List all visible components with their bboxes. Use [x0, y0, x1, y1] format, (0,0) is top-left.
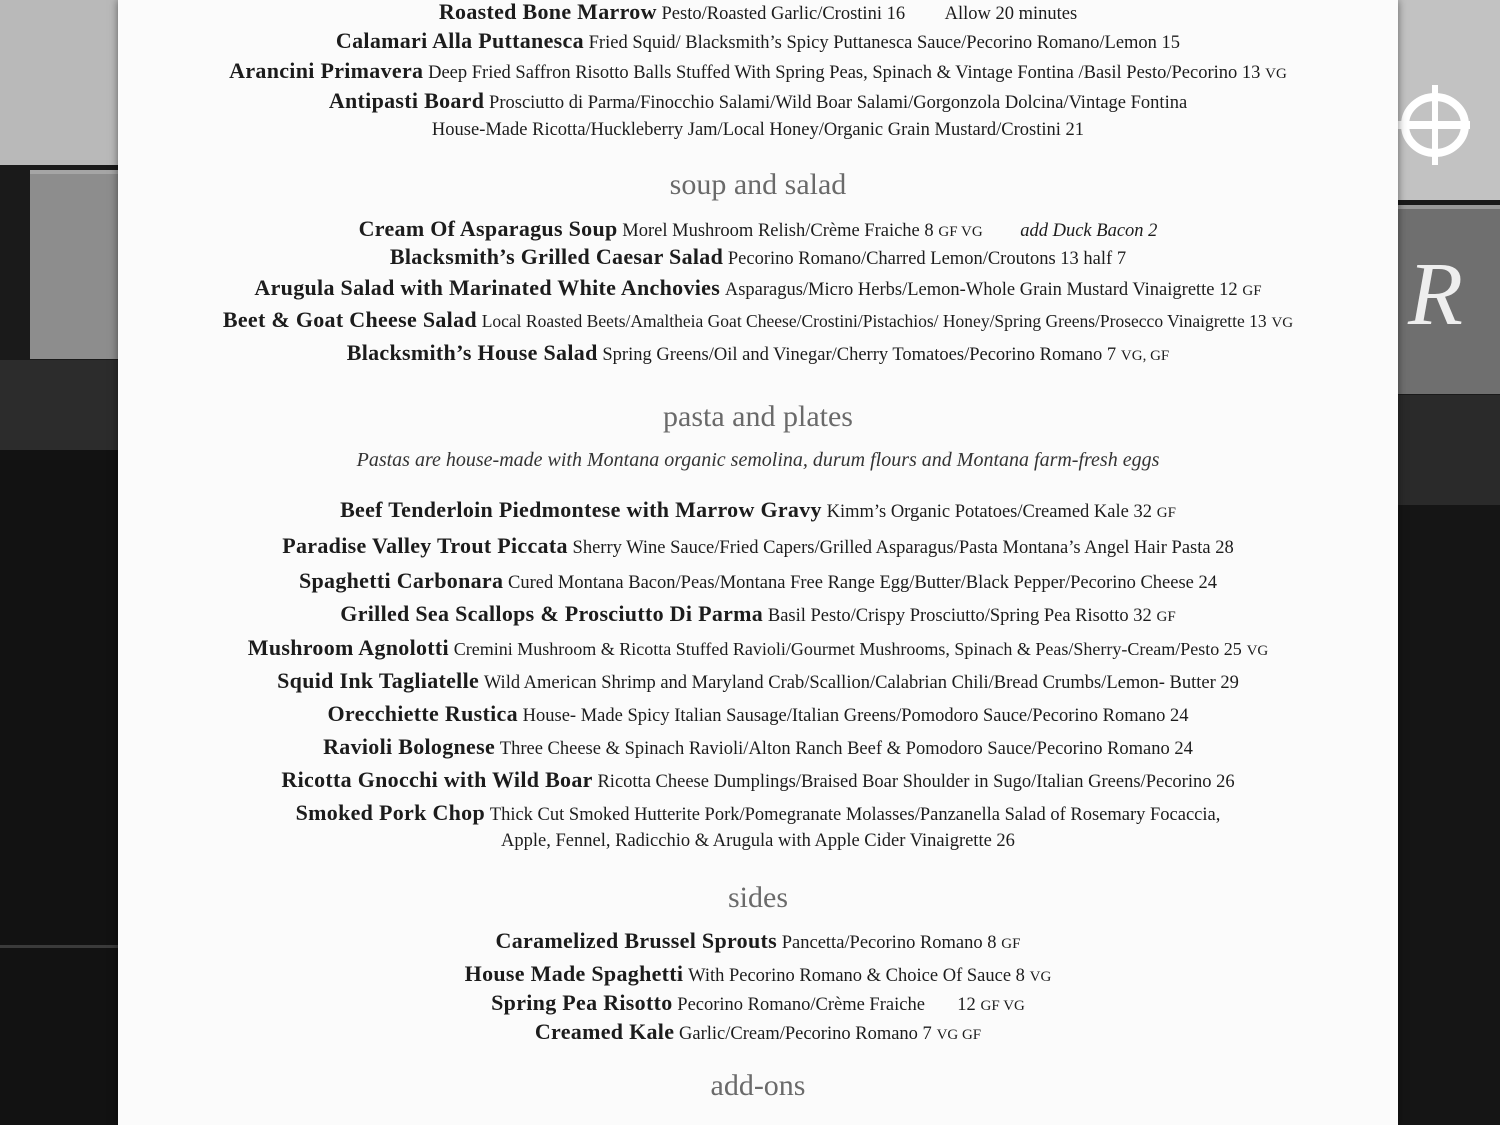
item-name: Beef Tenderloin Piedmontese with Marrow Gravy	[340, 497, 822, 522]
menu-item	[118, 59, 1398, 86]
item-description: Spring Greens/Oil and Vinegar/Cherry Tomatoes/Pecorino Romano 7	[602, 345, 1117, 365]
menu-item-continued	[118, 829, 1398, 853]
item-description: Pesto/Roasted Garlic/Crostini 16	[661, 4, 906, 24]
menu-item	[118, 801, 1398, 827]
item-name: Spaghetti Carbonara	[298, 568, 504, 593]
section-heading: sides	[728, 881, 788, 914]
item-description: Pecorino Romano/Crème Fraiche 12	[677, 995, 976, 1015]
item-description: With Pecorino Romano & Choice Of Sauce 8	[688, 966, 1025, 986]
item-name: Antipasti Board	[328, 88, 485, 113]
menu-item	[118, 636, 1398, 663]
diet-tag: VG	[1029, 969, 1052, 985]
item-name: Blacksmith’s House Salad	[346, 340, 598, 365]
menu-item	[118, 308, 1398, 335]
menu-item	[118, 768, 1398, 794]
menu-item	[118, 569, 1398, 595]
menu-item	[118, 669, 1398, 695]
diet-tag: VG	[1271, 315, 1294, 331]
item-description: Cremini Mushroom & Ricotta Stuffed Ravioli/Gourmet Mushrooms, Spinach & Peas/Sherry-Cream/Pesto 25	[453, 639, 1242, 659]
item-name: Smoked Pork Chop	[295, 800, 486, 825]
diet-tag: GF	[1156, 505, 1176, 521]
menu-page	[118, 0, 1398, 1125]
menu-item	[118, 962, 1398, 989]
item-name: Paradise Valley Trout Piccata	[282, 533, 568, 558]
diet-tag: VG	[1265, 66, 1287, 82]
diet-tag: GF	[1001, 936, 1021, 952]
menu-item	[118, 991, 1398, 1018]
item-description: Thick Cut Smoked Hutterite Pork/Pomegranate Molasses/Panzanella Salad of Rosemary Focaccia,	[489, 805, 1221, 825]
menu-item	[118, 929, 1398, 956]
item-name: Arancini Primavera	[229, 58, 424, 83]
menu-item	[118, 341, 1398, 368]
item-addon: add Duck Bacon 2	[1020, 221, 1158, 241]
menu-item	[118, 602, 1398, 629]
item-name: Creamed Kale	[534, 1019, 675, 1044]
item-name: Blacksmith’s Grilled Caesar Salad	[389, 244, 724, 269]
item-name: Spring Pea Risotto	[491, 990, 673, 1015]
menu-item	[118, 0, 1398, 26]
menu-item	[118, 1020, 1398, 1047]
item-description: Apple, Fennel, Radicchio & Arugula with Apple Cider Vinaigrette 26	[501, 831, 1015, 851]
item-description: Basil Pesto/Crispy Prosciutto/Spring Pea Risotto 32	[767, 606, 1152, 626]
item-description: Wild American Shrimp and Maryland Crab/Scallion/Calabrian Chili/Bread Crumbs/Lemon- Butter 29	[483, 673, 1239, 693]
menu-item-continued	[118, 118, 1398, 142]
item-name: Orecchiette Rustica	[327, 701, 518, 726]
diet-tag: VG, GF	[1120, 348, 1170, 364]
item-name: Squid Ink Tagliatelle	[277, 668, 480, 693]
item-name: Cream Of Asparagus Soup	[358, 216, 618, 241]
item-name: Arugula Salad with Marinated White Anchovies	[254, 275, 721, 300]
section-note: Pastas are house-made with Montana organic semolina, durum flours and Montana farm-fresh eggs	[356, 449, 1160, 471]
item-description: Deep Fried Saffron Risotto Balls Stuffed With Spring Peas, Spinach & Vintage Fontina /Basil Pesto/Pecorino 13	[428, 63, 1261, 83]
item-description: Asparagus/Micro Herbs/Lemon-Whole Grain Mustard Vinaigrette 12	[724, 280, 1238, 300]
menu-item	[118, 217, 1398, 244]
diet-tag: VG	[1246, 643, 1269, 659]
logo-emblem-icon	[1390, 75, 1470, 165]
menu-item	[118, 534, 1398, 560]
item-name: Caramelized Brussel Sprouts	[495, 928, 777, 953]
item-name: Mushroom Agnolotti	[247, 635, 449, 660]
section-heading: add-ons	[710, 1069, 806, 1102]
item-description: Sherry Wine Sauce/Fried Capers/Grilled Asparagus/Pasta Montana’s Angel Hair Pasta 28	[572, 538, 1234, 558]
item-description: House- Made Spicy Italian Sausage/Italian Greens/Pomodoro Sauce/Pecorino Romano 24	[522, 706, 1189, 726]
item-name: Calamari Alla Puttanesca	[335, 28, 584, 53]
menu-item	[118, 245, 1398, 271]
item-description: Local Roasted Beets/Amaltheia Goat Cheese/Crostini/Pistachios/ Honey/Spring Greens/Prosecco Vinaigrette 13	[481, 311, 1267, 331]
menu-item	[118, 498, 1398, 525]
logo-letter-icon: R	[1408, 245, 1463, 344]
diet-tag: GF VG	[938, 224, 983, 240]
item-name: Beet & Goat Cheese Salad	[222, 307, 477, 332]
item-description: Three Cheese & Spinach Ravioli/Alton Ranch Beef & Pomodoro Sauce/Pecorino Romano 24	[499, 739, 1193, 759]
item-description: Ricotta Cheese Dumplings/Braised Boar Shoulder in Sugo/Italian Greens/Pecorino 26	[597, 772, 1235, 792]
menu-item	[118, 702, 1398, 728]
item-name: House Made Spaghetti	[464, 961, 684, 986]
menu-item	[118, 89, 1398, 115]
menu-item	[118, 735, 1398, 761]
item-description: Cured Montana Bacon/Peas/Montana Free Range Egg/Butter/Black Pepper/Pecorino Cheese 24	[508, 573, 1218, 593]
item-description: House-Made Ricotta/Huckleberry Jam/Local Honey/Organic Grain Mustard/Crostini 21	[431, 120, 1085, 140]
diet-tag: GF VG	[980, 998, 1025, 1014]
background-wood-right	[1385, 505, 1500, 1125]
diet-tag: GF	[1156, 609, 1176, 625]
item-description: Garlic/Cream/Pecorino Romano 7	[679, 1024, 932, 1044]
item-name: Ravioli Bolognese	[323, 734, 496, 759]
background-shelf-right	[1385, 395, 1500, 505]
section-heading: soup and salad	[669, 168, 847, 201]
item-description: Pancetta/Pecorino Romano 8	[781, 933, 997, 953]
item-description: Pecorino Romano/Charred Lemon/Croutons 13 half 7	[727, 249, 1127, 269]
menu-item	[118, 29, 1398, 55]
item-note: Allow 20 minutes	[944, 4, 1078, 24]
item-name: Roasted Bone Marrow	[438, 0, 657, 24]
item-name: Ricotta Gnocchi with Wild Boar	[281, 767, 593, 792]
item-name: Grilled Sea Scallops & Prosciutto Di Parma	[340, 601, 764, 626]
item-description: Prosciutto di Parma/Finocchio Salami/Wild Boar Salami/Gorgonzola Dolcina/Vintage Fontina	[489, 93, 1188, 113]
diet-tag: VG GF	[936, 1027, 982, 1043]
section-heading: pasta and plates	[663, 400, 853, 433]
menu-item	[118, 276, 1398, 303]
diet-tag: GF	[1242, 283, 1262, 299]
item-description: Kimm’s Organic Potatoes/Creamed Kale 32	[826, 502, 1152, 522]
item-description: Fried Squid/ Blacksmith’s Spicy Puttanesca Sauce/Pecorino Romano/Lemon 15	[588, 33, 1181, 53]
item-description: Morel Mushroom Relish/Crème Fraiche 8	[622, 221, 934, 241]
